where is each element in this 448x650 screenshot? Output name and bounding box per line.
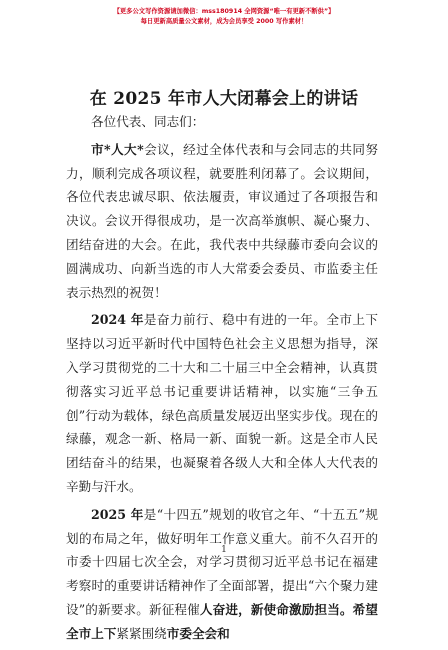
promo-banner-line-2: 每日更新高质量公文素材，成为会员享受 2000 写作素材！ bbox=[140, 18, 308, 25]
paragraph-2-lead: 2024 年 bbox=[91, 312, 144, 328]
document-body bbox=[66, 110, 378, 650]
paragraph-3-lead: 2025 年 bbox=[91, 506, 144, 522]
promo-banner-line-1: 【更多公文写作资源请加微信：mss180914 全网资源“唯一有更新不断供”】 bbox=[113, 8, 335, 15]
paragraph-3-tail: 紧紧围绕 bbox=[116, 625, 167, 641]
page-number: 1 bbox=[221, 545, 227, 555]
paragraph-3-bold-end: 市委全会和 bbox=[166, 625, 230, 641]
promo-banner bbox=[0, 7, 448, 27]
document-title: 在 2025 年市人大闭幕会上的讲话 bbox=[89, 89, 359, 109]
paragraph-3-bold-tail: 人奋进，新使命激励担当。希望全市上下 bbox=[66, 601, 378, 641]
paragraph-3-body: 是“十四五”规划的收官之年、“十五五”规划的布局之年，做好明年工作意义重大。前不久召开的市委十四届七次全会，对学习贯彻习近平总书记在福建考察时的重要讲话精神作了全面部署，提出“六个聚力建设”的新要求。新征程催 bbox=[66, 506, 378, 617]
paragraph-1-lead: 市*人大* bbox=[91, 141, 144, 157]
greeting: 各位代表、同志们： bbox=[91, 114, 205, 129]
paragraph-2-body: 是奋力前行、稳中有进的一年。全市上下坚持以习近平新时代中国特色社会主义思想为指导，深入学习贯彻党的二十大和二十届三中全会精神，认真贯彻落实习近平总书记重要讲话精神，以实施“三争五创”行动为载体，绿色高质量发展迈出坚实步伐。现在的绿藤，观念一新、格局一新、面貌一新。这是全市人民团结奋斗的结果，也凝聚着各级人大和全体人大代表的辛勤与汗水。 bbox=[66, 312, 379, 494]
paragraph-2 bbox=[66, 308, 378, 498]
paragraph-1-body: 会议，经过全体代表和与会同志的共同努力，顺利完成各项议程，就要胜利闭幕了。会议期间，各位代表忠诚尽职、依法履责，审议通过了各项报告和决议。会议开得很成功，是一次高举旗帜、凝心聚力、团结奋进的大会。在此，我代表中共绿藤市委向会议的圆满成功、向新当选的市人大常委会委员、市监委主任表示热烈的祝贺！ bbox=[66, 141, 379, 300]
paragraph-1 bbox=[66, 138, 378, 305]
paragraph-3 bbox=[66, 503, 378, 646]
